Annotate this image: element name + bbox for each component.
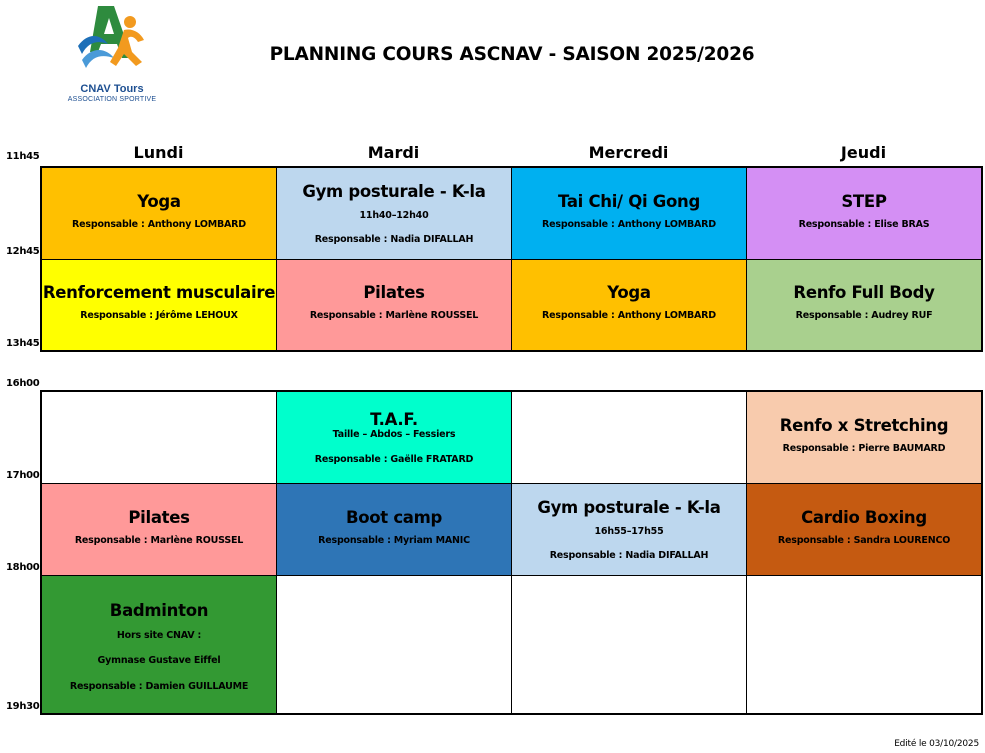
course-responsable: Responsable : Nadia DIFALLAH — [314, 234, 474, 245]
empty-cell — [511, 575, 747, 714]
course-name: Yoga — [607, 283, 651, 302]
course-cell — [746, 391, 982, 484]
course-cell — [41, 259, 277, 351]
day-header-lundi: Lundi — [133, 143, 184, 162]
course-responsable: Responsable : Anthony LOMBARD — [72, 218, 246, 230]
course-responsable: Responsable : Gaëlle FRATARD — [314, 453, 474, 465]
course-responsable: Responsable : Sandra LOURENCO — [777, 534, 951, 546]
course-hours: 16h55–17h55 — [594, 526, 664, 537]
course-cell — [511, 483, 747, 576]
course-responsable: Responsable : Pierre BAUMARD — [782, 442, 946, 454]
time-label: 17h00 — [6, 470, 40, 481]
course-cell — [276, 167, 512, 260]
course-name: Renfo x Stretching — [779, 415, 949, 435]
time-label: 13h45 — [6, 338, 40, 349]
course-name: STEP — [841, 191, 887, 211]
course-name: Gym posturale - K-la — [302, 182, 486, 201]
course-responsable: Responsable : Elise BRAS — [798, 218, 930, 230]
course-responsable: Responsable : Jérôme LEHOUX — [80, 310, 238, 321]
course-cell — [511, 167, 747, 260]
day-header-jeudi: Jeudi — [840, 143, 887, 162]
course-name: Tai Chi/ Qi Gong — [557, 191, 700, 211]
empty-cell — [746, 575, 982, 714]
course-cell — [746, 167, 982, 260]
course-responsable: Responsable : Damien GUILLAUME — [69, 681, 249, 692]
course-detail: Taille – Abdos – Fessiers — [332, 428, 456, 440]
course-cell — [276, 483, 512, 576]
course-cell — [41, 575, 277, 714]
course-responsable: Responsable : Audrey RUF — [795, 310, 933, 321]
course-cell — [746, 259, 982, 351]
course-cell — [276, 259, 512, 351]
course-responsable: Responsable : Nadia DIFALLAH — [549, 550, 709, 561]
time-label: 11h45 — [6, 151, 40, 162]
course-name: Gym posturale - K-la — [537, 498, 721, 517]
course-responsable: Responsable : Myriam MANIC — [318, 534, 470, 546]
course-name: Yoga — [137, 191, 181, 211]
course-hours: 11h40–12h40 — [359, 210, 429, 221]
course-cell — [276, 391, 512, 484]
time-label: 16h00 — [6, 378, 40, 389]
course-name: Cardio Boxing — [801, 507, 927, 527]
course-name: Badminton — [109, 601, 209, 620]
course-responsable: Responsable : Marlène ROUSSEL — [309, 310, 479, 321]
time-label: 12h45 — [6, 246, 40, 257]
logo-name: CNAV Tours — [80, 83, 144, 95]
course-name: Renfo Full Body — [793, 283, 935, 302]
course-name: Pilates — [363, 283, 425, 302]
course-location: Gymnase Gustave Eiffel — [97, 655, 221, 666]
course-responsable: Responsable : Anthony LOMBARD — [542, 218, 716, 230]
edit-date: Edité le 03/10/2025 — [894, 739, 979, 749]
day-header-mardi: Mardi — [367, 143, 420, 162]
course-responsable: Responsable : Marlène ROUSSEL — [74, 534, 244, 546]
course-location: Hors site CNAV : — [116, 630, 202, 641]
course-name: T.A.F. — [370, 409, 418, 429]
course-cell — [41, 483, 277, 576]
course-cell — [41, 167, 277, 260]
day-header-mercredi: Mercredi — [588, 143, 669, 162]
course-name: Pilates — [128, 507, 190, 527]
page-title: PLANNING COURS ASCNAV - SAISON 2025/2026 — [269, 44, 755, 65]
course-responsable: Responsable : Anthony LOMBARD — [542, 310, 716, 321]
empty-cell — [511, 391, 747, 484]
course-cell — [511, 259, 747, 351]
time-label: 18h00 — [6, 562, 40, 573]
course-name: Boot camp — [345, 507, 443, 527]
logo-subtitle: ASSOCIATION SPORTIVE — [67, 96, 157, 103]
empty-cell — [41, 391, 277, 484]
course-cell — [746, 483, 982, 576]
course-name: Renforcement musculaire — [42, 283, 276, 302]
time-label: 19h30 — [6, 701, 40, 712]
empty-cell — [276, 575, 512, 714]
